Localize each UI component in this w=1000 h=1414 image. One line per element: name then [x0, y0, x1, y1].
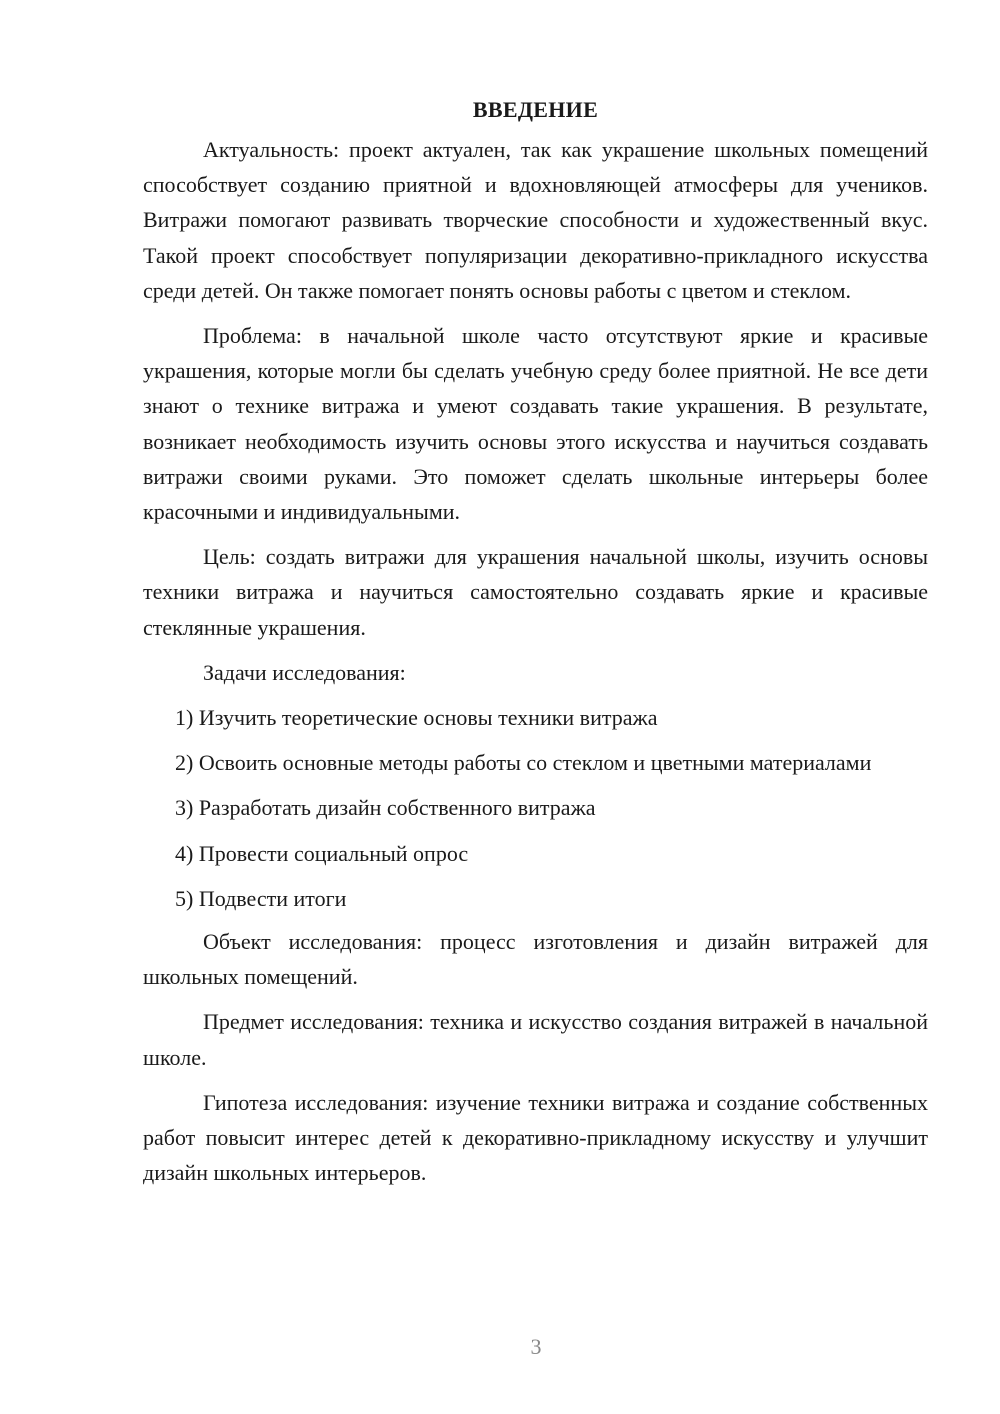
- page-number: 3: [530, 1334, 542, 1359]
- document-page: [143, 92, 928, 1200]
- page-title: ВВЕДЕНИЕ: [472, 97, 599, 122]
- tasks-heading: Задачи исследования:: [203, 659, 406, 685]
- task-item: 2) Освоить основные методы работы со стеклом и цветными материалами: [175, 750, 872, 776]
- paragraph-hypothesis: Гипотеза исследования: изучение техники витража и создание собственных работ повысит интерес детей к декоративно-прикладному искусству и улучшит дизайн школьных интерьеров.: [143, 1089, 928, 1186]
- paragraph-problem: Проблема: в начальной школе часто отсутствуют яркие и красивые украшения, которые могли бы сделать учебную среду более приятной. Не все дети знают о технике витража и умеют создавать такие украшения. В результате, возникает необходимость изучить основы этого искусства и научиться создавать витражи своими руками. Это поможет сделать школьные интерьеры более красочными и индивидуальными.: [143, 323, 928, 525]
- paragraph-relevance: Актуальность: проект актуален, так как украшение школьных помещений способствует созданию приятной и вдохновляющей атмосферы для учеников. Витражи помогают развивать творческие способности и художественный вкус. Такой проект способствует популяризации декоративно-прикладного искусства среди детей. Он также помогает понять основы работы с цветом и стеклом.: [143, 137, 928, 303]
- task-item: 4) Провести социальный опрос: [175, 840, 469, 866]
- paragraph-goal: Цель: создать витражи для украшения начальной школы, изучить основы техники витража и научиться самостоятельно создавать яркие и красивые стеклянные украшения.: [143, 544, 928, 640]
- task-item: 5) Подвести итоги: [175, 885, 347, 911]
- paragraph-object: Объект исследования: процесс изготовления и дизайн витражей для школьных помещений.: [143, 929, 928, 990]
- task-item: 3) Разработать дизайн собственного витража: [175, 795, 596, 821]
- task-item: 1) Изучить теоретические основы техники витража: [175, 705, 658, 731]
- paragraph-subject: Предмет исследования: техника и искусство создания витражей в начальной школе.: [143, 1009, 928, 1070]
